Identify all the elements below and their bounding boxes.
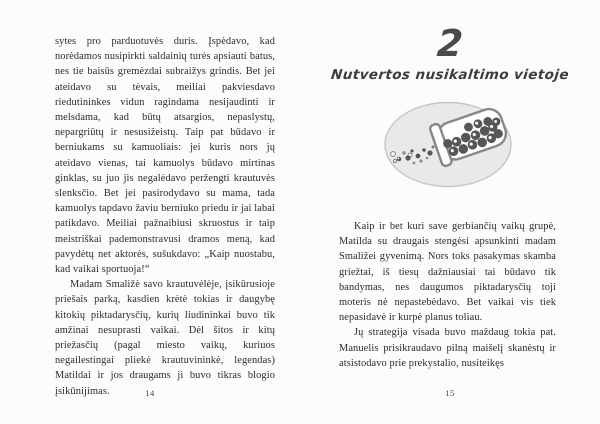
candy-jar-illustration-svg: [383, 100, 517, 190]
page-right: [300, 0, 600, 424]
body-text-left: [55, 34, 275, 399]
page-number-left: 14: [145, 388, 155, 398]
body-text-right: [339, 219, 556, 371]
paragraph: Jų strategija visada buvo maždaug tokia pat. Manuelis prisikraudavo pilną maišelį skanėstų ir atsistodavo prie prekystalio, nusiteikęs: [339, 327, 556, 369]
paragraph: Madam Smaližė savo krautuvėlėje, įsikūrusioje priešais parką, kasdien krėtė tokias ir daugybę kitokių piktadarysčių, kurių liudininkai buvo tik amžinai nesuprasti vaikai. Dėl šitos ir kitų priežasčių (pagal miesto vaikų, kuriuos negailestingai pliekė krautuvininkė, legendas) Matildai ir jos draugams ji buvo tikras blogio įsikūnijimas.: [55, 279, 275, 397]
chapter-illustration: [383, 100, 517, 190]
paragraph: sytes pro parduotuvės duris. Įspėdavo, kad norėdamos nusipirkti saldainių turės apsiauti batus, nes tie baisūs gremėzdai subraižys grindis. Bet jei ateidavo su tėvais, meiliai pakviesdavo riedutininkes vidun ragindama nesijaudinti ir melsdama, kad būtų atsargios, nepaslystų, nepargriūtų ir nesusižeistų. Taip pat būdavo ir berniukams su kamuoliais: jei kuris nors jų ateidavo vienas, tai kamuolys būdavo mirtinas ginklas, su juo jis negalėdavo peržengti krautuvės slenksčio. Bet jei pasirodydavo su mama, tada kamuolys tapdavo žaviu berniuko priedu ir jai labai patikdavo. Meiliai pažnaibiusi skruostus ir taip meistriškai pademonstravusi dramos meną, kad pavydėtų net aktorės, sušukdavo: „Kaip nuostabu, kad vaikai sportuoja!“: [55, 36, 275, 276]
page-number-right: 15: [445, 388, 455, 398]
chapter-title: Nutvertos nusikaltimo vietoje: [330, 67, 570, 83]
chapter-number: 2: [435, 22, 465, 65]
paragraph: Kaip ir bet kuri save gerbiančių vaikų grupė, Matilda su draugais stengėsi apsunkinti madam Smaližei gyvenimą. Nors toks pasakymas skamba griežtai, iš tiesų dažniausiai tai būdavo tik bandymas, nes daugumos piktadarysčių toji moteris nė nepastebėdavo. Bet vaikai vis tiek nepasidavė ir kurpė planus toliau.: [339, 221, 556, 324]
